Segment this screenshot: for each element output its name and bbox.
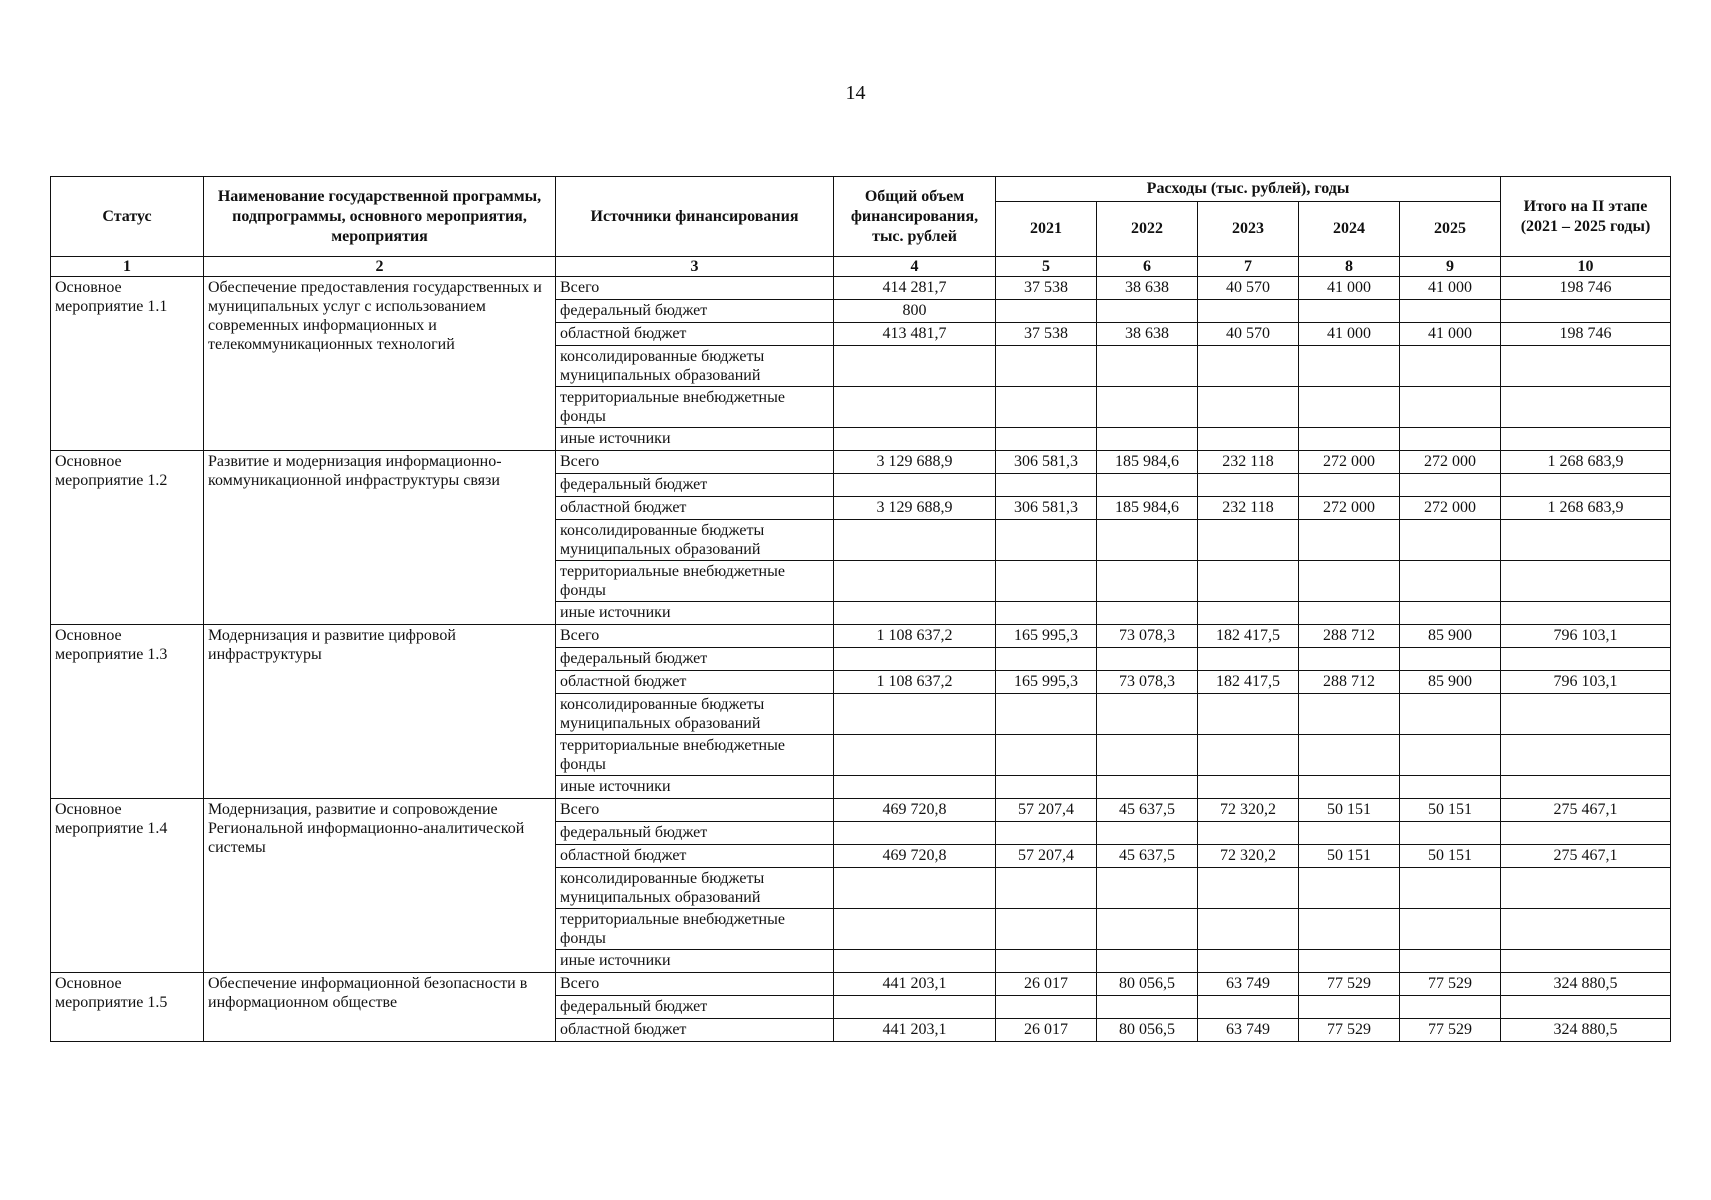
- amount-cell: 413 481,7: [834, 323, 996, 346]
- amount-cell: 441 203,1: [834, 973, 996, 996]
- amount-cell: [1400, 520, 1501, 561]
- amount-cell: [1198, 428, 1299, 451]
- funding-source-cell: территориальные внебюджетные фонды: [556, 387, 834, 428]
- amount-cell: 232 118: [1198, 497, 1299, 520]
- funding-source-cell: Всего: [556, 277, 834, 300]
- amount-cell: [996, 428, 1097, 451]
- amount-cell: [1198, 694, 1299, 735]
- amount-cell: 41 000: [1299, 323, 1400, 346]
- amount-cell: 41 000: [1299, 277, 1400, 300]
- amount-cell: [1097, 387, 1198, 428]
- funding-source-cell: областной бюджет: [556, 671, 834, 694]
- measure-name-cell: Модернизация и развитие цифровой инфраструктуры: [204, 625, 556, 799]
- amount-cell: 306 581,3: [996, 451, 1097, 474]
- funding-source-cell: консолидированные бюджеты муниципальных образований: [556, 346, 834, 387]
- amount-cell: [1097, 428, 1198, 451]
- amount-cell: [996, 561, 1097, 602]
- amount-cell: 272 000: [1299, 497, 1400, 520]
- amount-cell: [996, 694, 1097, 735]
- amount-cell: [1400, 694, 1501, 735]
- table-row: [51, 799, 1671, 822]
- amount-cell: [1400, 996, 1501, 1019]
- header-year: 2023: [1198, 202, 1299, 257]
- amount-cell: [1299, 561, 1400, 602]
- status-cell: Основное мероприятие 1.5: [51, 973, 204, 1042]
- amount-cell: [996, 474, 1097, 497]
- amount-cell: [834, 474, 996, 497]
- amount-cell: [1299, 346, 1400, 387]
- funding-source-cell: территориальные внебюджетные фонды: [556, 735, 834, 776]
- header-expenses: Расходы (тыс. рублей), годы: [996, 177, 1501, 202]
- amount-cell: 85 900: [1400, 625, 1501, 648]
- amount-cell: [1097, 520, 1198, 561]
- funding-source-cell: территориальные внебюджетные фонды: [556, 909, 834, 950]
- amount-cell: 26 017: [996, 1019, 1097, 1042]
- amount-cell: [996, 735, 1097, 776]
- funding-source-cell: иные источники: [556, 602, 834, 625]
- header-year: 2022: [1097, 202, 1198, 257]
- funding-source-cell: территориальные внебюджетные фонды: [556, 561, 834, 602]
- page-number: 14: [845, 82, 866, 104]
- amount-cell: 1 108 637,2: [834, 671, 996, 694]
- amount-cell: [1198, 822, 1299, 845]
- amount-cell: [1400, 822, 1501, 845]
- amount-cell: 441 203,1: [834, 1019, 996, 1042]
- column-number: 2: [204, 257, 556, 277]
- amount-cell: 796 103,1: [1501, 625, 1671, 648]
- status-cell: Основное мероприятие 1.1: [51, 277, 204, 451]
- amount-cell: 275 467,1: [1501, 845, 1671, 868]
- amount-cell: 77 529: [1299, 973, 1400, 996]
- amount-cell: 800: [834, 300, 996, 323]
- amount-cell: [1501, 648, 1671, 671]
- amount-cell: 37 538: [996, 323, 1097, 346]
- funding-source-cell: иные источники: [556, 776, 834, 799]
- amount-cell: [1198, 520, 1299, 561]
- amount-cell: 41 000: [1400, 323, 1501, 346]
- amount-cell: [1501, 776, 1671, 799]
- amount-cell: [834, 648, 996, 671]
- funding-source-cell: федеральный бюджет: [556, 648, 834, 671]
- header-year: 2024: [1299, 202, 1400, 257]
- table-row: [51, 625, 1671, 648]
- measure-name-cell: Модернизация, развитие и сопровождение Региональной информационно-аналитической системы: [204, 799, 556, 973]
- amount-cell: 185 984,6: [1097, 497, 1198, 520]
- amount-cell: [1501, 735, 1671, 776]
- header-sources: Источники финансирования: [556, 177, 834, 257]
- funding-source-cell: областной бюджет: [556, 497, 834, 520]
- funding-source-cell: консолидированные бюджеты муниципальных образований: [556, 520, 834, 561]
- amount-cell: [996, 996, 1097, 1019]
- measure-name-cell: Обеспечение информационной безопасности в информационном обществе: [204, 973, 556, 1042]
- funding-source-cell: областной бюджет: [556, 1019, 834, 1042]
- amount-cell: [996, 300, 1097, 323]
- amount-cell: [834, 346, 996, 387]
- amount-cell: [1400, 346, 1501, 387]
- amount-cell: 272 000: [1400, 451, 1501, 474]
- amount-cell: [996, 648, 1097, 671]
- amount-cell: [1198, 300, 1299, 323]
- measure-name-cell: Обеспечение предоставления государственных и муниципальных услуг с использованием современных информационных и телекоммуникационных технологий: [204, 277, 556, 451]
- amount-cell: 288 712: [1299, 625, 1400, 648]
- amount-cell: [1400, 561, 1501, 602]
- amount-cell: [1400, 868, 1501, 909]
- amount-cell: 165 995,3: [996, 671, 1097, 694]
- funding-source-cell: областной бюджет: [556, 845, 834, 868]
- table-row: [51, 277, 1671, 300]
- amount-cell: 306 581,3: [996, 497, 1097, 520]
- amount-cell: [1501, 561, 1671, 602]
- amount-cell: [1501, 474, 1671, 497]
- amount-cell: [1501, 428, 1671, 451]
- header-total: Общий объем финансирования, тыс. рублей: [834, 177, 996, 257]
- amount-cell: [1400, 776, 1501, 799]
- amount-cell: [1299, 909, 1400, 950]
- header-year: 2021: [996, 202, 1097, 257]
- header-status: Статус: [51, 177, 204, 257]
- amount-cell: [1400, 648, 1501, 671]
- amount-cell: [1400, 735, 1501, 776]
- amount-cell: 38 638: [1097, 323, 1198, 346]
- column-number: 10: [1501, 257, 1671, 277]
- amount-cell: 45 637,5: [1097, 845, 1198, 868]
- column-number: 6: [1097, 257, 1198, 277]
- amount-cell: [1198, 776, 1299, 799]
- amount-cell: [1299, 300, 1400, 323]
- amount-cell: 232 118: [1198, 451, 1299, 474]
- amount-cell: 796 103,1: [1501, 671, 1671, 694]
- amount-cell: 275 467,1: [1501, 799, 1671, 822]
- amount-cell: 182 417,5: [1198, 671, 1299, 694]
- amount-cell: 41 000: [1400, 277, 1501, 300]
- amount-cell: [834, 602, 996, 625]
- amount-cell: [1299, 868, 1400, 909]
- amount-cell: 3 129 688,9: [834, 451, 996, 474]
- amount-cell: 73 078,3: [1097, 671, 1198, 694]
- amount-cell: [834, 996, 996, 1019]
- amount-cell: [1501, 346, 1671, 387]
- header-stage-total: Итого на II этапе (2021 – 2025 годы): [1501, 177, 1671, 257]
- amount-cell: [1501, 520, 1671, 561]
- amount-cell: 85 900: [1400, 671, 1501, 694]
- amount-cell: [1198, 996, 1299, 1019]
- amount-cell: [1097, 561, 1198, 602]
- amount-cell: [834, 868, 996, 909]
- amount-cell: [1198, 735, 1299, 776]
- amount-cell: [834, 694, 996, 735]
- amount-cell: 57 207,4: [996, 845, 1097, 868]
- status-cell: Основное мероприятие 1.3: [51, 625, 204, 799]
- amount-cell: 469 720,8: [834, 799, 996, 822]
- amount-cell: [1400, 474, 1501, 497]
- amount-cell: 40 570: [1198, 277, 1299, 300]
- column-number: 9: [1400, 257, 1501, 277]
- amount-cell: [1501, 950, 1671, 973]
- amount-cell: [1299, 776, 1400, 799]
- amount-cell: 185 984,6: [1097, 451, 1198, 474]
- amount-cell: [996, 868, 1097, 909]
- amount-cell: [1097, 694, 1198, 735]
- amount-cell: [1097, 822, 1198, 845]
- amount-cell: [1198, 648, 1299, 671]
- amount-cell: 80 056,5: [1097, 973, 1198, 996]
- amount-cell: 50 151: [1299, 799, 1400, 822]
- amount-cell: [1097, 346, 1198, 387]
- column-number: 8: [1299, 257, 1400, 277]
- amount-cell: [1198, 474, 1299, 497]
- table-body: [51, 277, 1671, 1042]
- amount-cell: 50 151: [1400, 845, 1501, 868]
- amount-cell: 324 880,5: [1501, 973, 1671, 996]
- amount-cell: [1097, 909, 1198, 950]
- amount-cell: [1400, 428, 1501, 451]
- amount-cell: [996, 602, 1097, 625]
- amount-cell: 165 995,3: [996, 625, 1097, 648]
- amount-cell: [834, 520, 996, 561]
- column-number: 7: [1198, 257, 1299, 277]
- amount-cell: [1097, 868, 1198, 909]
- amount-cell: [996, 387, 1097, 428]
- amount-cell: [996, 909, 1097, 950]
- amount-cell: [1400, 950, 1501, 973]
- amount-cell: [1299, 602, 1400, 625]
- funding-source-cell: Всего: [556, 625, 834, 648]
- amount-cell: [996, 520, 1097, 561]
- amount-cell: [834, 950, 996, 973]
- header-name: Наименование государственной программы, подпрограммы, основного мероприятия, мероприятия: [204, 177, 556, 257]
- amount-cell: 182 417,5: [1198, 625, 1299, 648]
- amount-cell: [1501, 300, 1671, 323]
- amount-cell: [834, 387, 996, 428]
- amount-cell: [1400, 909, 1501, 950]
- funding-source-cell: иные источники: [556, 428, 834, 451]
- amount-cell: [1501, 602, 1671, 625]
- amount-cell: 469 720,8: [834, 845, 996, 868]
- amount-cell: [1299, 735, 1400, 776]
- amount-cell: [834, 561, 996, 602]
- amount-cell: 288 712: [1299, 671, 1400, 694]
- amount-cell: [1501, 387, 1671, 428]
- table-row: [51, 973, 1671, 996]
- amount-cell: 414 281,7: [834, 277, 996, 300]
- funding-source-cell: иные источники: [556, 950, 834, 973]
- amount-cell: 272 000: [1299, 451, 1400, 474]
- column-number: 1: [51, 257, 204, 277]
- amount-cell: [1299, 648, 1400, 671]
- amount-cell: [1299, 428, 1400, 451]
- amount-cell: 1 108 637,2: [834, 625, 996, 648]
- amount-cell: [1400, 300, 1501, 323]
- status-cell: Основное мероприятие 1.2: [51, 451, 204, 625]
- amount-cell: [1299, 822, 1400, 845]
- amount-cell: [1097, 776, 1198, 799]
- amount-cell: [1198, 602, 1299, 625]
- amount-cell: 198 746: [1501, 323, 1671, 346]
- amount-cell: [834, 428, 996, 451]
- amount-cell: [1198, 346, 1299, 387]
- amount-cell: 50 151: [1299, 845, 1400, 868]
- amount-cell: 1 268 683,9: [1501, 497, 1671, 520]
- amount-cell: [1400, 602, 1501, 625]
- amount-cell: 80 056,5: [1097, 1019, 1198, 1042]
- amount-cell: 63 749: [1198, 973, 1299, 996]
- amount-cell: [1097, 602, 1198, 625]
- amount-cell: 77 529: [1400, 1019, 1501, 1042]
- amount-cell: [1198, 950, 1299, 973]
- amount-cell: [1299, 996, 1400, 1019]
- amount-cell: [1400, 387, 1501, 428]
- amount-cell: [834, 822, 996, 845]
- amount-cell: 63 749: [1198, 1019, 1299, 1042]
- funding-source-cell: консолидированные бюджеты муниципальных образований: [556, 694, 834, 735]
- funding-source-cell: консолидированные бюджеты муниципальных образований: [556, 868, 834, 909]
- amount-cell: [1097, 474, 1198, 497]
- funding-source-cell: Всего: [556, 799, 834, 822]
- amount-cell: 272 000: [1400, 497, 1501, 520]
- amount-cell: 77 529: [1400, 973, 1501, 996]
- amount-cell: 73 078,3: [1097, 625, 1198, 648]
- amount-cell: [1501, 694, 1671, 735]
- amount-cell: [1097, 950, 1198, 973]
- amount-cell: [1097, 735, 1198, 776]
- column-number: 4: [834, 257, 996, 277]
- amount-cell: [834, 735, 996, 776]
- amount-cell: [1299, 387, 1400, 428]
- amount-cell: [1198, 561, 1299, 602]
- amount-cell: [996, 822, 1097, 845]
- status-cell: Основное мероприятие 1.4: [51, 799, 204, 973]
- amount-cell: [1299, 694, 1400, 735]
- amount-cell: 50 151: [1400, 799, 1501, 822]
- amount-cell: [834, 776, 996, 799]
- amount-cell: [996, 776, 1097, 799]
- amount-cell: [1198, 909, 1299, 950]
- amount-cell: 72 320,2: [1198, 845, 1299, 868]
- budget-table: [50, 176, 1671, 1042]
- amount-cell: 40 570: [1198, 323, 1299, 346]
- amount-cell: [1097, 648, 1198, 671]
- funding-source-cell: областной бюджет: [556, 323, 834, 346]
- column-number: 5: [996, 257, 1097, 277]
- amount-cell: [1501, 996, 1671, 1019]
- table-row: [51, 451, 1671, 474]
- amount-cell: 45 637,5: [1097, 799, 1198, 822]
- amount-cell: 26 017: [996, 973, 1097, 996]
- amount-cell: 3 129 688,9: [834, 497, 996, 520]
- amount-cell: 77 529: [1299, 1019, 1400, 1042]
- amount-cell: 198 746: [1501, 277, 1671, 300]
- amount-cell: 72 320,2: [1198, 799, 1299, 822]
- funding-source-cell: федеральный бюджет: [556, 996, 834, 1019]
- funding-source-cell: федеральный бюджет: [556, 300, 834, 323]
- amount-cell: [1501, 822, 1671, 845]
- funding-source-cell: Всего: [556, 451, 834, 474]
- amount-cell: 37 538: [996, 277, 1097, 300]
- amount-cell: [1097, 300, 1198, 323]
- amount-cell: [1501, 868, 1671, 909]
- column-number: 3: [556, 257, 834, 277]
- amount-cell: [1501, 909, 1671, 950]
- amount-cell: 324 880,5: [1501, 1019, 1671, 1042]
- amount-cell: [1299, 474, 1400, 497]
- amount-cell: [834, 909, 996, 950]
- amount-cell: [1198, 868, 1299, 909]
- amount-cell: [1299, 520, 1400, 561]
- amount-cell: 57 207,4: [996, 799, 1097, 822]
- measure-name-cell: Развитие и модернизация информационно-коммуникационной инфраструктуры связи: [204, 451, 556, 625]
- amount-cell: 1 268 683,9: [1501, 451, 1671, 474]
- funding-source-cell: федеральный бюджет: [556, 474, 834, 497]
- funding-source-cell: Всего: [556, 973, 834, 996]
- amount-cell: [996, 346, 1097, 387]
- amount-cell: [1097, 996, 1198, 1019]
- amount-cell: [1198, 387, 1299, 428]
- amount-cell: [1299, 950, 1400, 973]
- amount-cell: [996, 950, 1097, 973]
- funding-source-cell: федеральный бюджет: [556, 822, 834, 845]
- header-year: 2025: [1400, 202, 1501, 257]
- amount-cell: 38 638: [1097, 277, 1198, 300]
